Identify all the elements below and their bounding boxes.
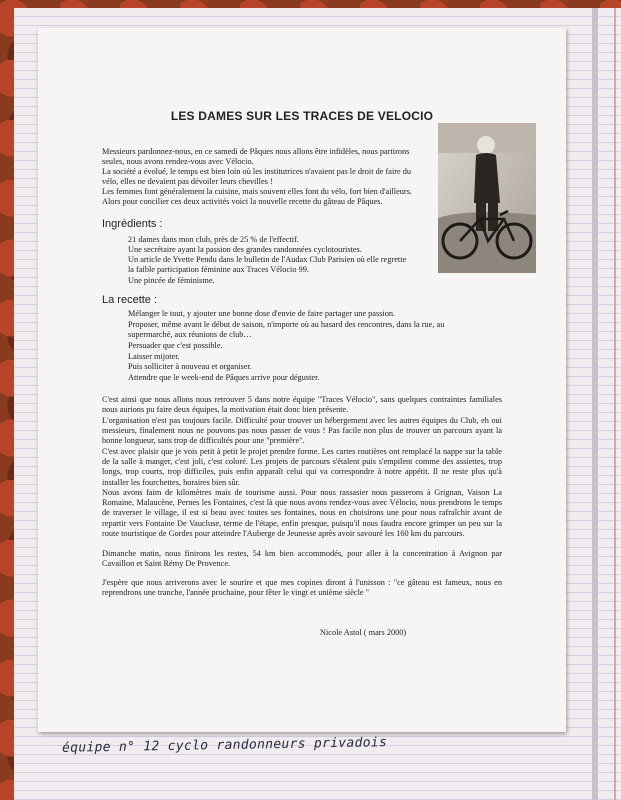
closing-paragraph: J'espère que nous arriverons avec le sourire et que mes copines diront à l'unisson : "ce gâteau est fameux, nous en reprendrons une tranche, l'année prochaine, pour fêter le vingt et unième siècle " [102,578,502,598]
intro-line: Les femmes font généralement la cuisine, mais souvent elles font du vélo, fort bien d'ailleurs. [102,187,413,196]
printed-sheet [38,28,566,732]
body-paragraph: C'est avec plaisir que je vois petit à petit le projet prendre forme. Les cartes routières ont remplacé la nappe sur la table de la salle à manger, c'est joli, c'est coloré. Les projets de parcours s'étalent puis s'empilent comme des assiettes, trop longs, trop courts, trop difficiles, puis enfin apparaît celui qui va correspondre à notre appétit. Il ne reste plus qu'à installer les fourchettes, horaires bien sûr. [102,447,502,487]
body-paragraph: C'est ainsi que nous allons nous retrouver 5 dans notre équipe "Traces Vélocio", sans quelques contraintes familiales nous aurions pu faire deux équipes, la motivation était donc bien présente. [102,395,502,415]
intro-line: seules, nous avons rendez-vous avec Vélocio. [102,157,254,166]
recipe-step: Proposer, même avant le début de saison, n'importe où au hasard des rencontres, dans la rue, au [128,320,445,329]
intro-line: Messieurs pardonnez-nous, en ce samedi de Pâques nous allons être infidèles, nous partirons [102,147,410,156]
recipe-step: Mélanger le tout, y ajouter une bonne dose d'envie de faire partager une passion. [128,309,396,318]
recipe-step: Puis solliciter à nouveau et organiser. [128,362,252,371]
ingredient-item: 21 dames dans mon club, près de 25 % de l'effectif. [128,235,299,244]
handwritten-note: équipe n° 12 cyclo randonneurs privadois [61,735,388,756]
ingredient-item: Une secrétaire ayant la passion des grandes randonnées cyclotouristes. [128,245,362,254]
signature: Nicole Astol ( mars 2000) [320,628,407,637]
notebook-spine [592,8,598,800]
velocio-photo [438,123,536,273]
recipe-heading: La recette : [102,294,158,306]
ingredient-item: la faible participation féminine aux Traces Vélocio 99. [128,265,309,274]
intro-line: Alors pour concilier ces deux activités voici la nouvelle recette du gâteau de Pâques. [102,197,383,206]
recipe-step: Laisser mijoter. [128,352,180,361]
intro-line: vélo, elles ne devaient pas dévoiler leurs chevilles ! [102,177,273,186]
recipe-step: Persuader que c'est possible. [128,341,223,350]
body-paragraph: Dimanche matin, nous finirons les restes, 54 km bien accommodés, pour aller à la concentration à Avignon par Cavaillon et Saint Rémy De Provence. [102,549,502,569]
margin-line [614,8,616,800]
recipe-step: supermarché, aux réunions de club… [128,330,252,339]
ingredient-item: Un article de Yvette Pendu dans le bulletin de l'Audax Club Parisien où elle regrette [128,255,407,264]
article-title: LES DAMES SUR LES TRACES DE VELOCIO [170,109,434,123]
recipe-step: Attendre que le week-end de Pâques arrive pour déguster. [128,373,320,382]
body-paragraph: L'organisation n'est pas toujours facile. Difficulté pour trouver un hébergement avec les autres équipes du Club, eh oui messieurs, finalement nous ne pouvons pas nous passer de vous ! Pas facile non plus de trouver un parcours ayant la bonne longueur, sans trop de difficultés pour une "première". [102,416,502,446]
cyclist-photo-icon [438,123,536,273]
intro-line: La société a évolué, le temps est bien loin où les institutrices n'avaient pas le droit de faire du [102,167,412,176]
ingredients-heading: Ingrédients : [102,218,163,230]
body-paragraph: Nous avons faim de kilomètres mais de tourisme aussi. Pour nous rassasier nous passerons à Grignan, Vaison La Romaine, Malaucène, Pernes les Fontaines, c'est là que nous avons rendez-vous avec Vélocio, nous prendrons le temps de traverser le village, il est si beau avec toutes ses fontaines, nous en choisirons une pour nous rafraîchir avant de repartir vers Fontaine De Vaucluse, terme de l'étape, enfin presque, puisqu'il nous faudra encore grimper un peu sur la route touristique de Gordes pour atteindre l'Auberge de Jeunesse après avoir savouré les 160 km du parcours. [102,488,502,538]
ingredient-item: Une pincée de féminisme. [128,276,215,285]
